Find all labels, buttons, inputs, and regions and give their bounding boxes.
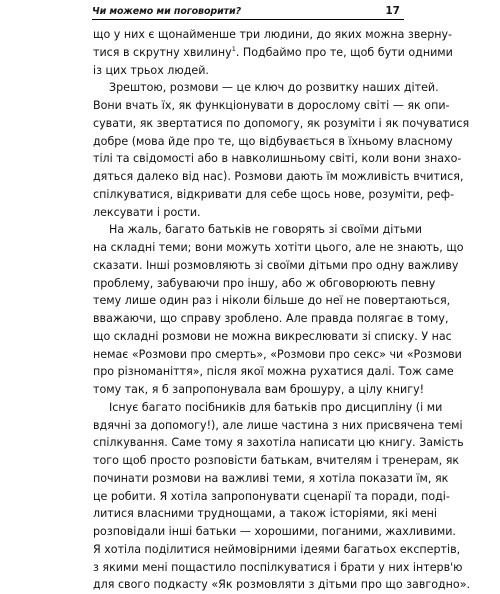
text-line: сувати, як звертатися по допомогу, як розуміти і як почуватися <box>93 116 470 130</box>
text-line <box>93 44 453 62</box>
paragraph-4 <box>93 399 471 594</box>
text-line: на складні теми; вони можуть хотіти цього, але не знають, що <box>93 241 464 254</box>
page-number: 17 <box>385 5 400 17</box>
text-line: На жаль, багато батьків не говорять зі своїми дітьми <box>109 223 422 237</box>
text-line: про різноманіття», після якої можна рухатися далі. Тож саме <box>93 365 454 379</box>
text-line: спілкуватися, відкривати для себе щось нове, розуміти, реф- <box>93 187 455 201</box>
footnote-marker: 1 <box>231 44 236 53</box>
text-line: тілі та свідомості або в навколишньому світі, коли вони знахо- <box>93 152 462 166</box>
text-line: це робити. Я хотіла запропонувати сценарії та поради, поді- <box>93 489 450 503</box>
text-line: проблему, забуваючи про іншу, або ж обговорюють певну <box>93 276 436 290</box>
text-fragment: . Подбаймо про те, щоб бути одними <box>235 45 453 59</box>
text-line: сказати. Інші розмовляють зі своїми дітьми про одну важливу <box>93 258 459 272</box>
text-line: вдячні за допомогу!), але лише частина з них присвячена темі <box>93 418 463 432</box>
text-line: що складні розмови не можна викреслювати зі списку. У нас <box>93 329 452 343</box>
paragraph-2 <box>93 79 470 221</box>
paragraph-3 <box>93 221 464 399</box>
running-title: Чи можемо ми поговорити? <box>92 6 242 17</box>
text-line: лексувати і рости. <box>93 205 201 219</box>
text-fragment: тися в скрутну хвилину <box>93 45 232 59</box>
body-text <box>93 26 471 594</box>
text-line: вважаючи, що справу зроблено. Але правда полягає в тому, <box>93 312 449 325</box>
text-line: розповідали інші батьки — хорошими, поганими, жахливими. <box>93 525 456 538</box>
text-line: Існує багато посібників для батьків про дисципліну (і ми <box>109 400 443 414</box>
text-line: із цих трьох людей. <box>93 63 209 77</box>
text-line: Я хотіла поділитися неймовірними ідеями багатьох експертів, <box>93 542 461 556</box>
text-line: тему лише один раз і ніколи більше до неї не повертаються, <box>93 294 451 308</box>
text-line: дяться далеко від нас). Розмови дають їм можливість вчитися, <box>93 170 464 183</box>
text-line: спілкування. Саме тому я захотіла написати цю книгу. Замість <box>93 436 464 450</box>
text-line: для свого подкасту «Як розмовляти з дітьми про що завгодно». <box>93 578 471 592</box>
text-line: Зрештою, розмови — це ключ до розвитку наших дітей. <box>109 81 439 95</box>
text-line: тому так, я б запропонувала вам брошуру, а цілу книгу! <box>93 383 425 396</box>
text-line: того щоб просто розповісти батькам, вчителям і тренерам, як <box>93 454 460 467</box>
running-header <box>92 6 404 20</box>
text-line: з якими мені пощастило поспілкуватися і брати у них інтерв'ю <box>93 560 463 574</box>
text-line: литися власними труднощами, а також історіями, які мені <box>93 507 437 521</box>
text-line: починати розмови на важливі теми, я хотіла показати їм, як <box>93 471 449 485</box>
text-line: що у них є щонайменше три людини, до яких можна зверну- <box>93 28 453 41</box>
text-line: немає «Розмови про смерть», «Розмови про секс» чи «Розмови <box>93 347 462 361</box>
text-line: Вони вчать їх, як функціонувати в дорослому світі — як опи- <box>93 99 450 112</box>
text-line: добре (мова йде про те, що відбувається в їхньому власному <box>93 134 453 148</box>
paragraph-1 <box>93 26 453 79</box>
